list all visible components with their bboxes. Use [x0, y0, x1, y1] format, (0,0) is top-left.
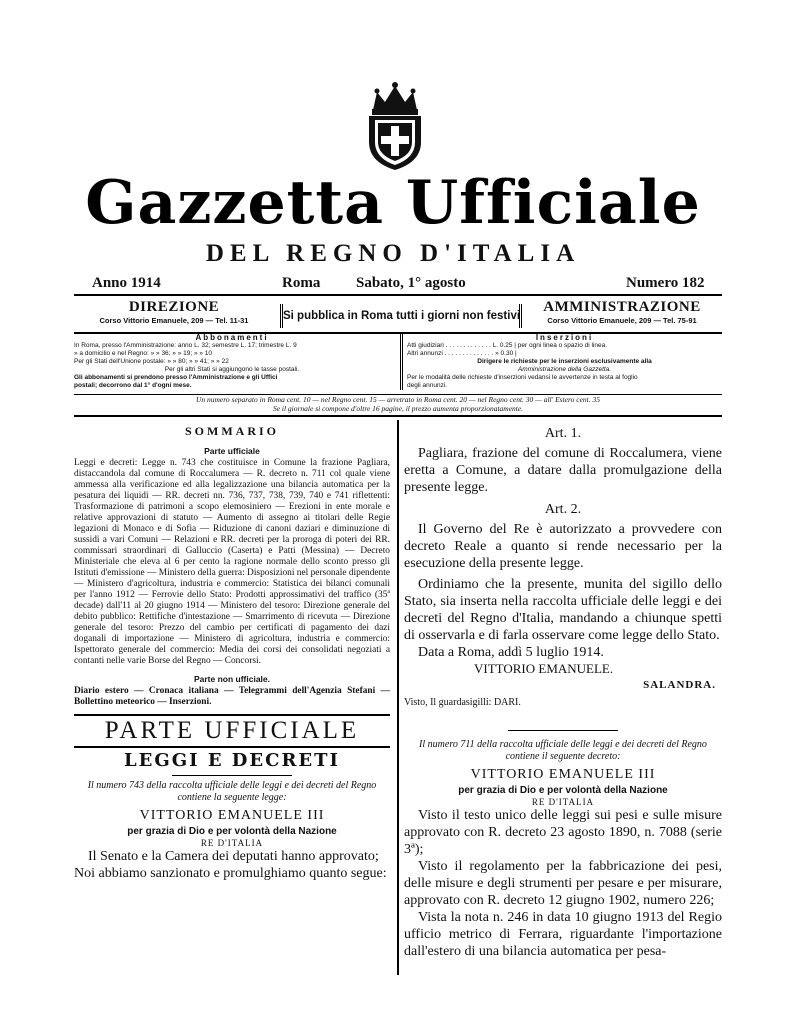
- abbonamenti-line: postali; decorrono dal 1° d'ogni mese.: [74, 382, 192, 389]
- king-name: VITTORIO EMANUELE III: [139, 808, 325, 823]
- article-heading: Art. 1.: [544, 426, 582, 441]
- abbonamenti-line: Gli abbonamenti si prendono presso l'Amministrazione e gli Uffici: [74, 374, 278, 381]
- decreto-body: [404, 807, 722, 960]
- column-divider: [397, 420, 399, 975]
- inserzioni-line: Per le modalità delle richieste d'inserzioni vedansi le avvertenze in testa al foglio: [407, 374, 638, 381]
- issue-year: Anno 1914: [92, 275, 161, 291]
- article-text: Pagliara, frazione del comune di Roccalumera, viene eretta a Comune, a datare dalla promulgazione della presente legge.: [404, 446, 722, 495]
- visto-paragraph: Vista la nota n. 246 in data 10 giugno 1913 del Regio ufficio metrico di Ferrara, riguardante l'importazione dall'estero di una bilancia automatica per pesa-: [404, 910, 722, 959]
- left-column: [74, 420, 390, 882]
- royal-crest-emblem: [355, 80, 435, 172]
- abbonamenti-heading: Abbonamenti: [195, 334, 269, 342]
- inserzioni-line: Atti giudiziari . . . . . . . . . . . . . L. 0.25 | per ogni linea o spazio di linea.: [407, 342, 608, 349]
- amministrazione-title: AMMINISTRAZIONE: [543, 299, 701, 315]
- article-heading: Art. 2.: [544, 502, 582, 517]
- grazia-line: per grazia di Dio e per volontà della Nazione: [458, 785, 668, 796]
- re-ditalia: RE D'ITALIA: [531, 797, 595, 807]
- inserzioni-line: Altri annunzi . . . . . . . . . . . . . . » 0.30 |: [407, 350, 517, 357]
- abbonamenti-line: Per gli altri Stati si aggiungono le tasse postali.: [164, 366, 300, 373]
- inserzioni-line: degli annunzi.: [407, 382, 448, 389]
- article-text: Il Governo del Re è autorizzato a provvedere con decreto Reale a quanto si rende necessario per la esecuzione della presente legge.: [404, 522, 722, 571]
- minister-signature: SALANDRA.: [643, 679, 716, 691]
- inserzioni-line: Amministrazione della Gazzetta.: [517, 366, 612, 373]
- non-ufficiale-text: Diario estero — Cronaca italiana — Telegrammi dell'Agenzia Stefani — Bollettino meteorico — Inserzioni.: [74, 686, 390, 707]
- visto-paragraph: Visto il testo unico delle leggi sui pesi e sulle misure approvato con R. decreto 23 agosto 1890, n. 7088 (serie 3ª);: [404, 808, 722, 857]
- direzione-title: DIREZIONE: [128, 299, 220, 315]
- issue-date: Sabato, 1° agosto: [356, 275, 466, 291]
- legge-paragraph: Il Senato e la Camera dei deputati hanno approvato;: [88, 849, 379, 864]
- sommario-text: [74, 458, 390, 667]
- abbonamenti-block: [74, 334, 390, 390]
- subscription-block: [74, 334, 722, 395]
- amministrazione-address: Corso Vittorio Emanuele, 209 — Tel. 75-91: [547, 316, 697, 325]
- parte-ufficiale-label: Parte ufficiale: [204, 446, 260, 456]
- inserzioni-block: [400, 334, 722, 390]
- price-note-line: Se il giornale si compone d'oltre 16 pagine, il prezzo aumenta proporzionatamente.: [272, 404, 524, 413]
- sommario-leggi-paragraph: Leggi e decreti: Legge n. 743 che costituisce in Comune la frazione Pagliara, distaccandola dal comune di Roccalumera — R. decreto n. 711 col quale viene ammessa alla verificazione ed alla legalizzazione una bilancia automatica per la pesatura dei liquidi — RR. decreti nn. 736, 737, 738, 739, 740 e 741 riflettenti: Trasformazione di patrimoni a scopo elemosiniero — Erezioni in ente morale e relative approvazioni di statuto — Aumento di assegno ai titolari delle Regie legazioni di Monaco e di Sofia — Riduzione di canoni daziari e diminuzione di sussidi a vari Comuni — Relazioni e RR. decreti per la proroga di poteri dei RR. commissari straordinari di Galluccio (Caserta) e Patti (Messina) — Decreto Ministeriale che eleva al 6 per cento la ragione normale dello sconto presso gli Istituti d'emissione — Ministero della guerra: Disposizioni nel personale dipendente — Ministero d'agricoltura, industria e commercio: Statistica dei bilanci comunali per l'anno 1912 — Ferrovie dello Stato: Prodotti approssimativi del traffico (35ª decade) dall'11 al 20 giugno 1914 — Ministero del tesoro: Direzione generale del debito pubblico: Rettifiche d'intestazione — Smarrimento di ricevuta — Direzione generale del tesoro: Prezzo del cambio per certificati di pagamento dei dazi doganali di importazione — Ministero di agricoltura, industria e commercio: Ispettorato generale del commercio: Media dei corsi dei consolidati negoziati a contanti nelle varie Borse del Regno — Concorsi.: [74, 458, 390, 666]
- dateline: [74, 272, 722, 296]
- price-note-line: Un numero separato in Roma cent. 10 — nel Regno cent. 15 — arretrato in Roma cent. 20 — nel Regno cent. 30 — all' Estero cent. 35: [195, 395, 601, 404]
- amministrazione-box: [522, 300, 722, 330]
- price-notes: [74, 395, 722, 413]
- issue-place: Roma: [282, 275, 321, 291]
- masthead-title: Gazzetta Ufficiale: [85, 168, 701, 238]
- direzione-address: Corso Vittorio Emanuele, 209 — Tel. 11-31: [99, 316, 249, 325]
- parte-non-ufficiale-label: Parte non ufficiale.: [193, 674, 271, 684]
- ordiniamo-text: Ordiniamo che la presente, munita del sigillo dello Stato, sia inserta nella raccolta ufficiale delle leggi e dei decreti del Regno d'Italia, mandando a chiunque spetti di osservarla e di farla osservare come legge dello Stato.: [404, 577, 722, 643]
- inserzioni-line: Dirigere le richieste per le inserzioni esclusivamente alla: [477, 358, 652, 365]
- legge-body: [74, 848, 390, 882]
- decreto-intro: Il numero 711 della raccolta ufficiale delle leggi e dei decreti del Regno contiene il seguente decreto:: [419, 739, 707, 762]
- abbonamenti-line: Per gli Stati dell'Unione postale: » » 80; » » 41; » » 22: [74, 358, 229, 365]
- right-column: [404, 420, 722, 960]
- sommario-heading: SOMMARIO: [185, 424, 279, 438]
- re-ditalia: RE D'ITALIA: [200, 838, 264, 848]
- abbonamenti-line: In Roma, presso l'Amministrazione: anno L. 32; semestre L. 17; trimestre L. 9: [74, 342, 297, 349]
- visto-line: Visto, Il guardasigilli: DARI.: [404, 697, 521, 708]
- inserzioni-heading: Inserzioni: [535, 334, 594, 342]
- issue-number: Numero 182: [626, 275, 705, 291]
- visto-paragraph: Visto il regolamento per la fabbricazione dei pesi, delle misure e degli strumenti per pesare e per misurare, approvato con R. decreto 12 giugno 1902, numero 226;: [404, 859, 722, 908]
- king-name: VITTORIO EMANUELE III: [470, 767, 656, 782]
- section-rule: [508, 730, 618, 731]
- direzione-box: [74, 300, 274, 330]
- masthead-subtitle: DEL REGNO D'ITALIA: [205, 240, 581, 267]
- legge-intro: Il numero 743 della raccolta ufficiale delle leggi e dei decreti del Regno contiene la seguente legge:: [87, 780, 377, 803]
- header-boxes: [74, 300, 722, 334]
- abbonamenti-line: » a domicilio e nel Regno: » » 36; » » 19; » » 10: [74, 350, 213, 357]
- data-line: Data a Roma, addì 5 luglio 1914.: [418, 645, 604, 660]
- parte-ufficiale-banner: PARTE UFFICIALE: [74, 714, 390, 748]
- royal-signature: VITTORIO EMANUELE.: [474, 661, 614, 676]
- publication-note: Si pubblica in Roma tutti i giorni non festivi: [280, 304, 522, 328]
- grazia-line: per grazia di Dio e per volontà della Nazione: [127, 826, 337, 837]
- section-rule: [172, 775, 292, 776]
- legge-paragraph: Noi abbiamo sanzionato e promulghiamo quanto segue:: [74, 866, 387, 881]
- header-divider: [74, 415, 722, 417]
- leggi-decreti-heading: LEGGI E DECRETI: [124, 750, 340, 771]
